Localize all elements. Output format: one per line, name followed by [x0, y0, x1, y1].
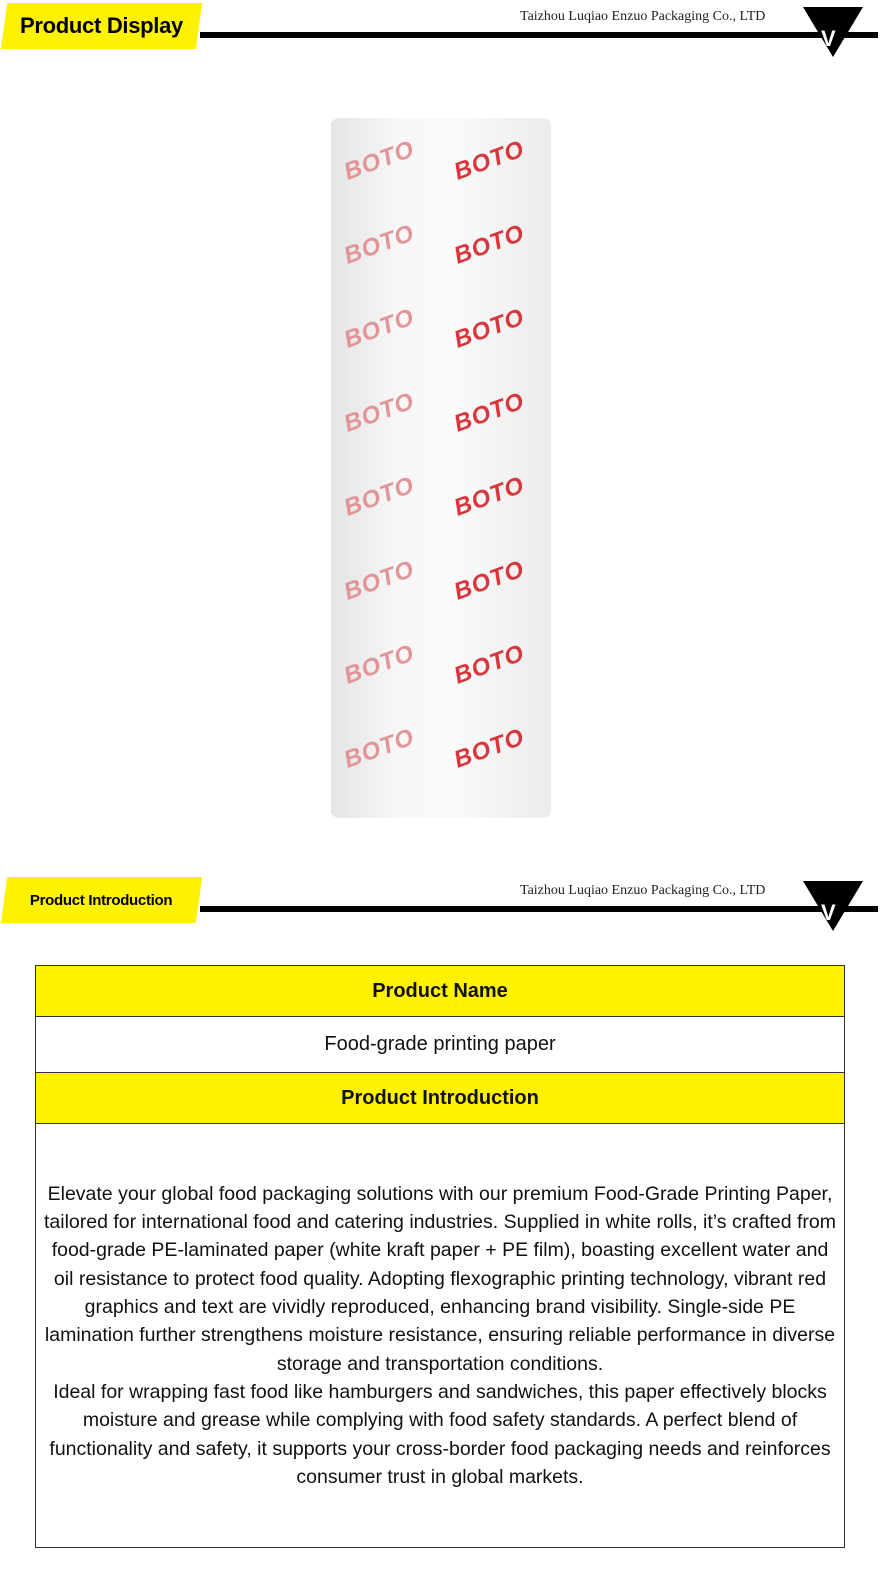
header-divider [200, 32, 878, 38]
product-image-paper-roll [331, 118, 551, 818]
product-name-header: Product Name [36, 966, 845, 1017]
section-header-product-display [0, 0, 895, 60]
section-title-tag [1, 3, 202, 49]
intro-paragraph: Ideal for wrapping fast food like hamburgers and sandwiches, this paper effectively blocks moisture and grease while complying with food safety standards. A perfect blend of functionality and safety, it supports your cross-border food packaging needs and reinforces consumer trust in global markets. [49, 1380, 831, 1488]
brand-print: BOTO [340, 303, 419, 354]
brand-print: BOTO [340, 723, 419, 774]
brand-print: BOTO [450, 555, 529, 606]
section-title: Product Introduction [30, 891, 173, 909]
brand-print: BOTO [450, 639, 529, 690]
brand-print: BOTO [340, 219, 419, 270]
company-name: Taizhou Luqiao Enzuo Packaging Co., LTD [520, 883, 766, 898]
brand-print: BOTO [340, 471, 419, 522]
header-divider [200, 906, 878, 912]
brand-print: BOTO [450, 723, 529, 774]
brand-print: BOTO [450, 387, 529, 438]
section-title-tag [1, 877, 202, 923]
brand-print: BOTO [340, 387, 419, 438]
product-name-value: Food-grade printing paper [36, 1017, 845, 1073]
brand-print: BOTO [450, 219, 529, 270]
brand-print: BOTO [450, 303, 529, 354]
brand-print: BOTO [340, 135, 419, 186]
product-info-table [35, 965, 845, 1548]
brand-print: BOTO [340, 639, 419, 690]
brand-print: BOTO [340, 555, 419, 606]
section-title: Product Display [20, 13, 183, 38]
logo-mark: V [821, 26, 836, 51]
section-header-product-introduction [0, 874, 895, 934]
logo-mark: V [821, 900, 836, 925]
brand-print: BOTO [450, 135, 529, 186]
company-name: Taizhou Luqiao Enzuo Packaging Co., LTD [520, 9, 766, 24]
product-intro-body [36, 1124, 845, 1548]
brand-print: BOTO [450, 471, 529, 522]
product-intro-header: Product Introduction [36, 1073, 845, 1124]
intro-paragraph: Elevate your global food packaging solutions with our premium Food-Grade Printing Paper, tailored for international food and catering industries. Supplied in white rolls, it’s crafted from food-grade PE-laminated paper (white kraft paper + PE film), boasting excellent water and oil resistance to protect food quality. Adopting flexographic printing technology, vibrant red graphics and text are vividly reproduced, enhancing brand visibility. Single-side PE lamination further strengthens moisture resistance, ensuring reliable performance in diverse storage and transportation conditions. [44, 1182, 836, 1375]
